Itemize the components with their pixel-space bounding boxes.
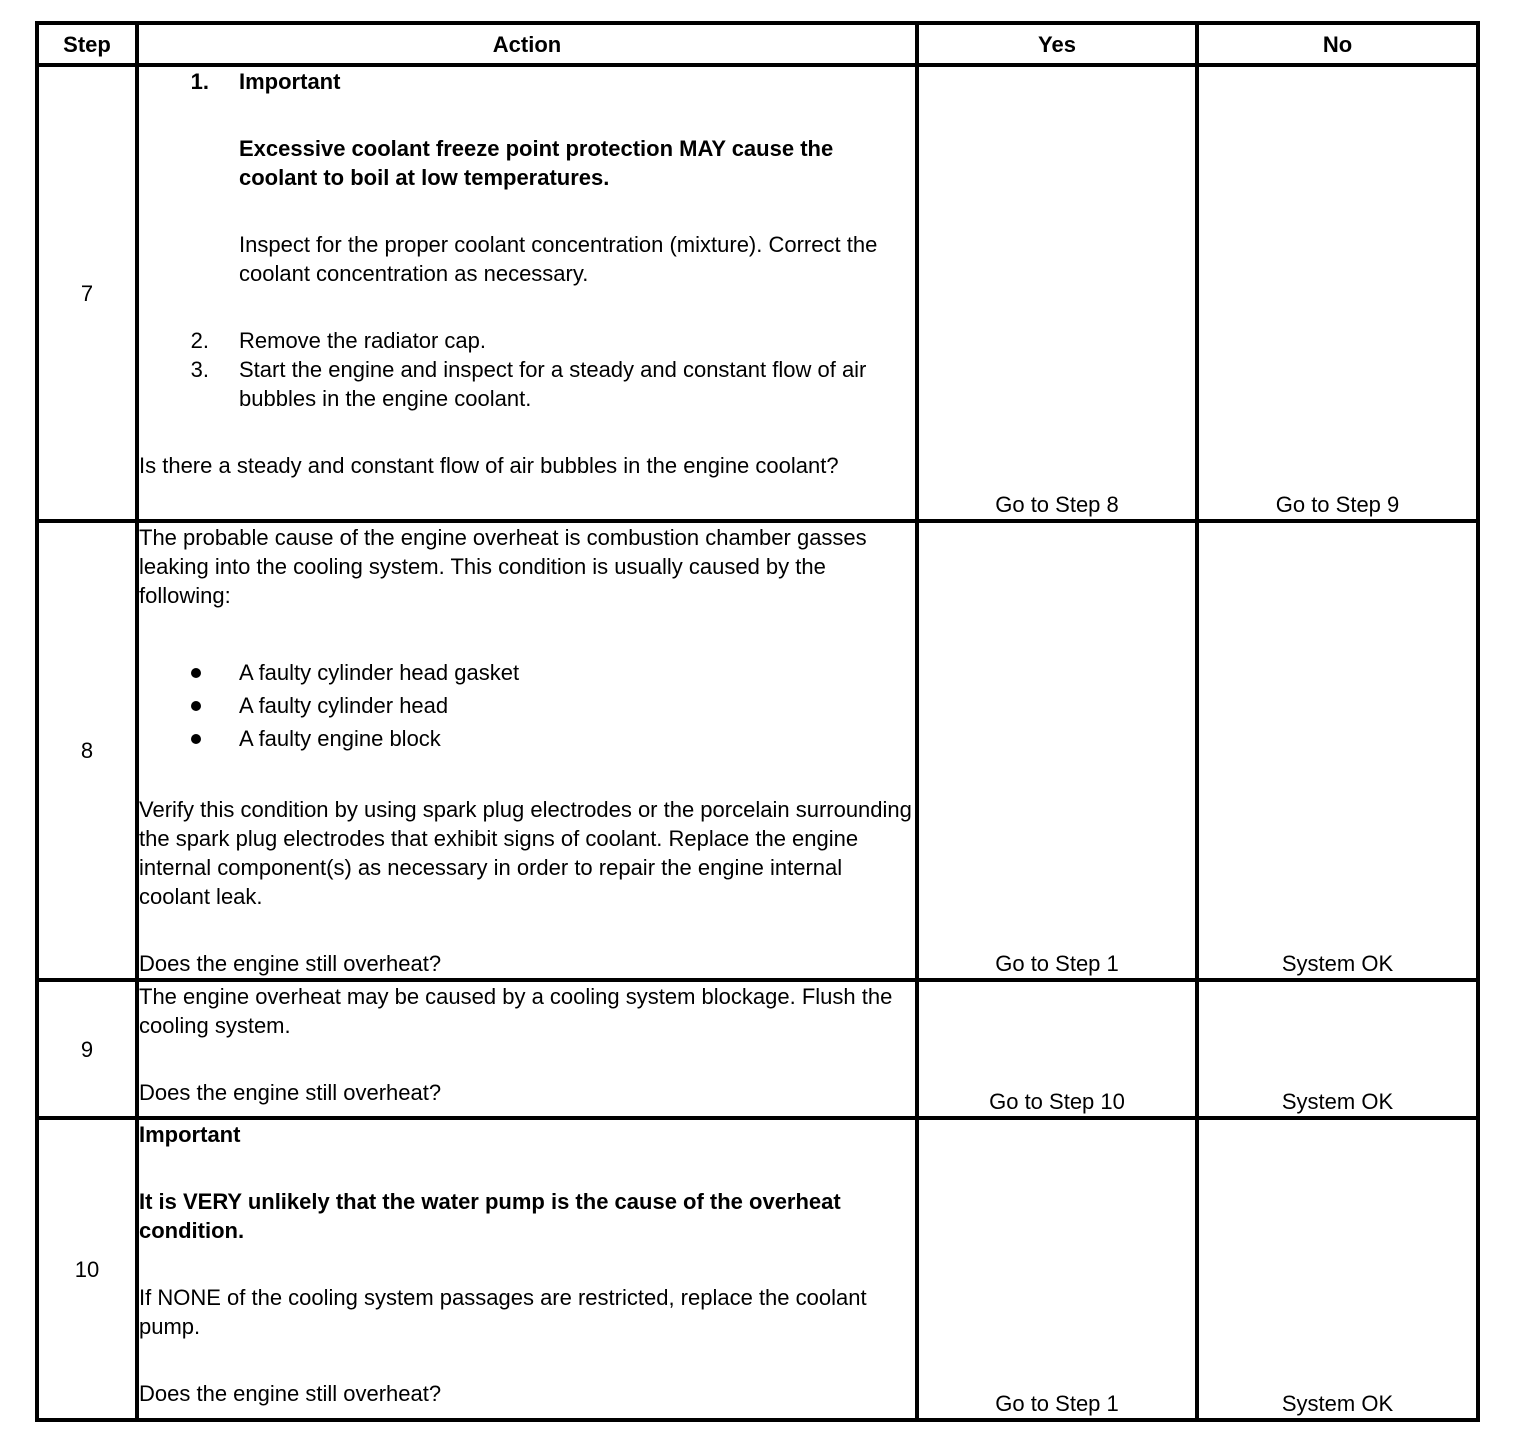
- step-number: 10: [37, 1118, 137, 1420]
- yes-answer: Go to Step 1: [917, 521, 1197, 980]
- header-step: Step: [37, 23, 137, 65]
- action-cell: [137, 521, 917, 980]
- header-row: [37, 23, 1478, 65]
- list-item-text: A faulty engine block: [239, 726, 441, 751]
- important-title: Important: [139, 1122, 241, 1147]
- action-text: The engine overheat may be caused by a cooling system blockage. Flush the cooling system.: [139, 984, 893, 1038]
- numbered-item: [139, 67, 915, 96]
- verify-text: Verify this condition by using spark plug electrodes or the porcelain surrounding the spark plug electrodes that exhibit signs of coolant. Replace the engine internal component(s) as necessary in order to repair the engine internal coolant leak.: [139, 797, 912, 909]
- numbered-item: [139, 355, 915, 413]
- question-text: Is there a steady and constant flow of air bubbles in the engine coolant?: [139, 453, 839, 478]
- question-text: Does the engine still overheat?: [139, 1080, 442, 1105]
- yes-answer: Go to Step 1: [917, 1118, 1197, 1420]
- yes-answer: Go to Step 10: [917, 980, 1197, 1118]
- no-answer: System OK: [1197, 1118, 1478, 1420]
- item-text: Inspect for the proper coolant concentration (mixture). Correct the coolant concentration as necessary.: [239, 232, 878, 286]
- question-text: Does the engine still overheat?: [139, 1381, 442, 1406]
- step-number: 8: [37, 521, 137, 980]
- important-title: Important: [239, 69, 341, 94]
- list-item: [139, 724, 915, 753]
- important-warning: It is VERY unlikely that the water pump is the cause of the overheat condition.: [139, 1189, 841, 1243]
- list-item-text: A faulty cylinder head gasket: [239, 660, 520, 685]
- item-number: 3.: [190, 357, 209, 382]
- important-warning: Excessive coolant freeze point protection MAY cause the coolant to boil at low temperatures.: [239, 136, 834, 190]
- no-answer: System OK: [1197, 980, 1478, 1118]
- yes-answer: Go to Step 8: [917, 65, 1197, 521]
- no-answer: Go to Step 9: [1197, 65, 1478, 521]
- table-row-step-9: [37, 980, 1478, 1118]
- action-cell: [137, 65, 917, 521]
- header-no: No: [1197, 23, 1478, 65]
- bullet-icon: [139, 724, 239, 753]
- question-text: Does the engine still overheat?: [139, 951, 442, 976]
- diagnostic-table: [35, 21, 1480, 1422]
- table-row-step-10: [37, 1118, 1478, 1420]
- list-item: [139, 691, 915, 720]
- intro-text: The probable cause of the engine overheat is combustion chamber gasses leaking into the cooling system. This condition is usually caused by the following:: [139, 525, 867, 608]
- table-row-step-8: [37, 521, 1478, 980]
- header-yes: Yes: [917, 23, 1197, 65]
- action-text: If NONE of the cooling system passages are restricted, replace the coolant pump.: [139, 1285, 867, 1339]
- step-number: 7: [37, 65, 137, 521]
- numbered-item: [139, 326, 915, 355]
- item-number: 2.: [190, 328, 209, 353]
- item-number: 1.: [190, 69, 209, 94]
- bullet-icon: [139, 691, 239, 720]
- action-cell: [137, 980, 917, 1118]
- list-item-text: A faulty cylinder head: [239, 693, 449, 718]
- item-text: Remove the radiator cap.: [239, 328, 487, 353]
- list-item: [139, 658, 915, 687]
- step-number: 9: [37, 980, 137, 1118]
- item-text: Start the engine and inspect for a steady and constant flow of air bubbles in the engine coolant.: [239, 357, 867, 411]
- table-row-step-7: [37, 65, 1478, 521]
- header-action: Action: [137, 23, 917, 65]
- bullet-icon: [139, 658, 239, 687]
- no-answer: System OK: [1197, 521, 1478, 980]
- action-cell: [137, 1118, 917, 1420]
